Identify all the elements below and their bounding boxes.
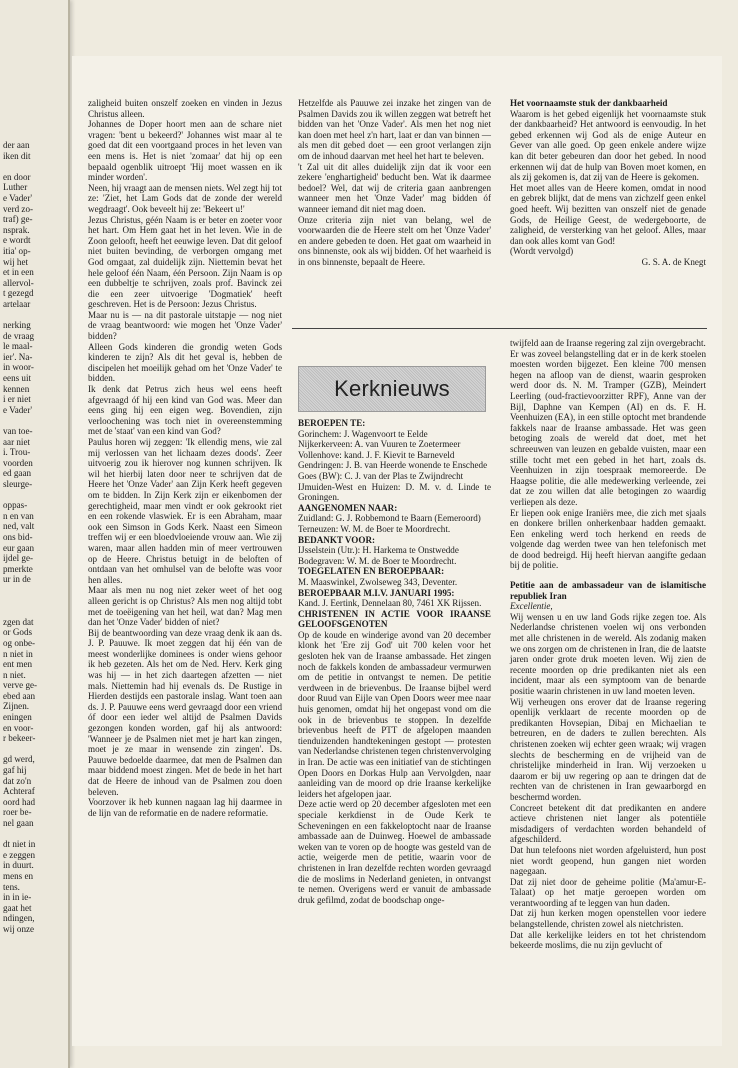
paragraph: Onze criteria zijn niet van belang, wel de voorwaarden die de Heere stelt om het 'Onze Vader' en andere gebeden te doen. Het gaat om waarheid in ons binnenste, ook als wij bidden. Of het waarheid is in ons binnenste, bepaalt de Heere. (298, 214, 491, 267)
fragment-line: sleurge- (3, 479, 33, 489)
fragment-line (3, 310, 37, 321)
fragment-line: oppas- (3, 500, 28, 511)
paragraph: Johannes de Doper hoort men aan de schare niet vragen: 'bent u bekeerd?' Johannes wist maar al te goed dat dit een voortgaand proces in het leven van een mens is. Het is niet 'zomaar' dat hij op een bepaald ogenblik uitroept 'Hij moet wassen en ik minder worden'. (88, 119, 282, 183)
paragraph: Wij verheugen ons erover dat de Iraanse regering openlijk verklaart de recente moorden op de predikanten Hovsepian, Dibaj en Michaelian te betreuren, en de daders te zullen berechten. Als christenen zoeken wij echter geen wraak; wij vragen slechts de bescherming en de vrijheid van de christelijke minderheid in Iran. Wij verzoeken u daarom er bij uw regering op aan te dringen dat de rechten van de christenen in Iran gewaarborgd en beschermd worden. (510, 696, 706, 802)
kerknieuws-heading: TOEGELATEN EN BEROEPBAAR: (298, 566, 445, 577)
fragment-line: Zijnen. (3, 701, 30, 712)
fragment-line (3, 161, 37, 172)
paragraph: Er was zoveel belangstelling dat er in de kerk stoelen moesten worden bijgezet. Een kleine 700 mensen hegen na afloop van de dienst, waarin gesproken werd door ds. N. M. Tramper (GZB), Meindert Leerling (oud-fractievoorzitter RPF), Anne van der Bijl, Daphne van Kempen (AI) en ds. F. H. Veenhuizen (EA), in een stille optocht met brandende fakkels naar de Iraanse ambassade. Het was geen betoging zoals de wereld dat doet, met het schreeuwen van leuzen en gebalde vuisten, maar een stille tocht met een gebed in het hart, zoals ds. Veenhuizen in zijn toespraak memoreerde. De Haagse politie, die alle medewerking verleende, zei dat ze zou willen dat alle betogingen zo waardig verliepen als deze. (510, 348, 706, 507)
fragment-line: zgen dat (3, 616, 34, 627)
paragraph: Het moet alles van de Heere komen, omdat in nood en gebrek blijkt, dat de mens van zichzelf geen enkel goed heeft. Wij bezitten van onszelf niet de genade Gods, de Heilige Geest, de wedergeboorte, de zaligheid, de versterking van het geloof. Alles, maar dan ook alles komt van God! (510, 182, 706, 246)
paragraph: Dat hun telefoons niet worden afgeluisterd, hun post niet wordt geopend, hun gangen niet worden nagegaan. (510, 844, 706, 877)
fragment-line (3, 585, 37, 596)
paragraph: zaligheid buiten onszelf zoeken en vinden in Jezus Christus alleen. (88, 98, 282, 119)
fragment-line: en door (3, 171, 31, 182)
article-column-4 (510, 338, 706, 951)
article-column-3 (510, 98, 706, 268)
paragraph: Concreet betekent dit dat predikanten en andere actieve christenen niet langer als potentiële misdadigers of verdachten worden behandeld of afgeschilderd. (510, 802, 706, 845)
article-column-2 (298, 98, 491, 268)
fragment-line: e wordt (3, 235, 31, 246)
fragment-line: ned, valt (3, 521, 35, 532)
fragment-line: itia' op- (3, 245, 31, 256)
paragraph: Waarom is het gebed eigenlijk het voornaamste stuk der dankbaarheid? Het antwoord is eenvoudig. In het gebed erkennen wij God als de enige Auteur en Gever van alle goed. Op geen enkele andere wijze kan dit beter gebeuren dan door het gebed. In nood erkennen wij dat de hulp van Boven moet komen, en als zij gekomen is, dat zij van de Heere is gekomen. (510, 108, 706, 183)
paragraph: Dat alle kerkelijke leiders en tot het christendom bekeerde moslims, die nu zijn gevlucht of (510, 929, 706, 951)
fragment-line: or Gods (3, 627, 33, 638)
kerknieuws-line: Bodegraven: W. M. de Boer te Moordrecht. (298, 555, 457, 566)
kerknieuws-heading: BEROEPBAAR M.I.V. JANUARI 1995: (298, 587, 455, 598)
fragment-line: e zeggen (3, 849, 36, 860)
fragment-line: gd werd, (3, 754, 35, 765)
paragraph: Dat zij hun kerken mogen openstellen voor iedere belangstellende, christen zowel als nietchristen. (510, 908, 706, 930)
fragment-line: i er niet (3, 394, 31, 405)
paragraph: Ik denk dat Petrus zich heus wel eens heeft afgevraagd óf hij een kind van God was. Meer dan eens ging hij een eigen weg. Bovendien, zijn verloochening was toch niet in overeenstemming met de 'staat' van een kind van God? (88, 384, 282, 437)
fragment-line: nel gaan (3, 818, 34, 828)
paragraph: Wij wensen u en uw land Gods rijke zegen toe. Als Nederlandse christenen voelen wij ons verbonden met alle christenen in de wereld. Als zodanig maken we ons zorgen om de christenen in Iran, die de laatste jaren onder grote druk moeten leven. Wij zien de recente moorden op drie predikanten niet als een incident, maar als een symptoom van de benarde positie waarin christenen in uw land moeten leven. (510, 611, 706, 696)
kerknieuws-line: M. Maaswinkel, Zwolseweg 343, Deventer. (298, 576, 458, 587)
section-divider (292, 328, 707, 329)
fragment-line: ijdel ge- (3, 553, 34, 564)
author-signature: G. S. A. de Knegt (641, 256, 706, 267)
fragment-line: et in een (3, 267, 34, 278)
fragment-line: ier'. Na- (3, 351, 33, 362)
paragraph: Dat zij niet door de geheime politie (Ma'amur-E-Talaat) op het matje geroepen worden om verantwoording af te leggen van hun daden. (510, 876, 706, 908)
paragraph: Bij de beantwoording van deze vraag denk ik aan ds. J. P. Pauuwe. Ik moet zeggen dat hij één van de meest wonderlijke dominees is onder wiens gehoor ik heb gezeten. Als het om de Ned. Herv. Kerk ging was hij — in het zich daartegen afzetten — niet mals. Niettemin had hij evenals ds. De Rustige in Hierden destijds een pastorale inslag. Want toen aan ds. J. P. Pauuwe eens werd gevraagd door een vriend óf door een ieder wel altijd de Psalmen Davids gezongen konden worden, gaf hij als antwoord: 'Wanneer je de Psalmen niet met je hart kan zingen, moet je ze maar in wensende zin zingen'. Ds. Pauuwe bedoelde daarmee, dat men de Psalmen dan maar biddend moest zingen. Met de bede in het hart dat de Heere de inhoud van de Psalmen zou doen beleven. (88, 627, 282, 797)
fragment-line: de vraag (3, 330, 35, 341)
paragraph: Paulus horen wij zeggen: 'Ik ellendig mens, wie zal mij verlossen van het lichaam dezes doods'. Zeer uitvoerig zou ik hierover nog kunnen schrijven. Ik wil het hierbij laten door neer te schrijven dat de Heere het 'Onze Vader' aan Zijn Kerk heeft gegeven om te bidden. In Zijn Kerk zijn er eikenbomen der gerechtigheid, maar men vindt er ook gekrookt riet en een rokende vlaswiek. Er is een Abraham, maar ook een Simson in Gods Kerk. Naast een Simeon treffen wij er een bloedvloeiende vrouw aan. Wie zij waren, maar allen hadden min of meer vertrouwen op de Heere. Christus betuigt in de beloften of ontdaan van het omhulsel van de belofte was voor hen alles. (88, 437, 282, 585)
kerknieuws-banner (298, 366, 486, 412)
fragment-line: eur gaan (3, 542, 35, 553)
fragment-line: ent men (3, 659, 33, 670)
fragment-line: dat zo'n (3, 775, 32, 786)
fragment-line: t gezegd (3, 288, 34, 299)
fragment-line: i. Trou- (3, 447, 31, 458)
fragment-line: roer be- (3, 807, 32, 818)
kerknieuws-line: Vollenhove: kand. J. F. Kievit te Barneveld (298, 449, 455, 460)
fragment-line: Luther (3, 182, 28, 193)
kerknieuws-line: Terneuzen: W. M. de Boer te Moordrecht. (298, 523, 451, 534)
petition-salutation: Excellentie, (510, 601, 553, 612)
kerknieuws-heading: AANGENOMEN NAAR: (298, 502, 398, 513)
paragraph: Maar als men nu nog niet zeker weet of het oog alleen gericht is op Christus? Als men nog altijd tobt met de toeëigening van het heil, wat dan? Mag men dan het 'Onze Vader' bidden of niet? (88, 585, 282, 628)
fragment-line: nerking (3, 320, 31, 331)
fragment-line: e Vader' (3, 404, 32, 415)
previous-page-edge (0, 0, 70, 1068)
fragment-line: ndingen, (3, 913, 35, 924)
fragment-line: nsprak. (3, 224, 30, 235)
kerknieuws-line: Gendringen: J. B. van Heerde wonende te Enschede (298, 460, 488, 471)
fragment-line (3, 490, 37, 501)
fragment-line: r bekeer- (3, 733, 36, 744)
fragment-line (3, 744, 37, 755)
fragment-line: gaat het (3, 902, 32, 913)
paragraph: Neen, hij vraagt aan de mensen niets. Wel zegt hij tot ze: 'Ziet, het Lam Gods dat de zonde der wereld wegdraagt'. Ook beveelt hij ze: 'Bekeert u!' (88, 182, 282, 214)
fragment-line: n en van (3, 510, 34, 521)
fragment-line: Achteraf (3, 786, 35, 797)
fragment-line: ur in de (3, 574, 31, 585)
banner-title: Kerknieuws (334, 376, 450, 401)
fragment-line: tens. (3, 881, 20, 892)
fragment-line: van toe- (3, 426, 33, 437)
previous-page-fragments (0, 140, 37, 935)
paragraph: Hetzelfde als Pauuwe zei inzake het zingen van de Psalmen Davids zou ik willen zeggen wat betreft het bidden van het 'Onze Vader'. Als men het nog niet kan doen met heel z'n hart, laat er dan van binnen — als men dit gebed doet — een groot verlangen zijn om de inhoud daarvan met heel het hart te beleven. (298, 98, 491, 161)
paragraph: Maar nu is — na dit pastorale uitstapje — nog niet de vraag beantwoord: wie mogen het 'Onze Vader' bidden? (88, 309, 282, 342)
article-column-1 (88, 98, 282, 818)
fragment-line: voorden (3, 457, 33, 468)
fragment-line: oord had (3, 796, 36, 807)
fragment-line: ed gaan (3, 468, 32, 479)
kerknieuws-line: IJmuiden-West en Huizen: D. M. v. d. Linde te Groningen. (298, 481, 491, 503)
fragment-line: mens en (3, 870, 34, 881)
kerknieuws-line: Goes (BW): C. J. van der Plas te Zwijndrecht (298, 470, 464, 481)
kerknieuws-heading: BEROEPEN TE: (298, 418, 366, 428)
paragraph: 't Zal uit dit alles duidelijk zijn dat ik voor een zekere 'enghartigheid' beducht ben. Wat ik daarmee bedoel? Wel, dat wij de criteria gaan aanbrengen wanneer men het 'Onze Vader' mag bidden óf wanneer iemand dit niet mag doen. (298, 161, 491, 214)
fragment-line: der aan (3, 140, 30, 150)
paragraph: Alleen Gods kinderen die grondig weten Gods kinderen te zijn? Als dit het geval is, hebben de discipelen het moeilijk gehad om het 'Onze Vader' te bidden. (88, 341, 282, 384)
kerknieuws-line: IJsselstein (Utr.): H. Harkema te Onstwedde (298, 545, 459, 556)
fragment-line: eens uit (3, 373, 32, 384)
fragment-line: kennen (3, 383, 30, 394)
fragment-line: n niet. (3, 669, 26, 680)
fragment-line: artelaar (3, 298, 31, 309)
petition-heading: Petitie aan de ambassadeur van de islamitische republiek Iran (510, 580, 706, 601)
kerknieuws-column (298, 418, 491, 905)
fragment-line: og onbe- (3, 637, 36, 648)
fragment-line: eningen (3, 712, 32, 723)
fragment-line: gaf hij (3, 765, 27, 776)
fragment-line: n niet in (3, 648, 33, 659)
paragraph: Er liepen ook enige Iraniërs mee, die zich met sjaals en donkere brillen onherkenbaar hadden gemaakt. Een enkeling werd toch herkend en reeds de volgende dag werden twee van hen telefonisch met de dood bedreigd. Hij heeft hiervan aangifte gedaan bij de politie. (510, 507, 706, 571)
fragment-line (3, 415, 37, 426)
fragment-line: in duurt. (3, 860, 34, 871)
fragment-line (3, 829, 37, 840)
section-heading: Het voornaamste stuk der dankbaarheid (510, 98, 668, 108)
kerknieuws-line: Kand. J. Eertink, Dennelaan 80, 7461 XK Rijssen. (298, 598, 482, 609)
fragment-line: pmerkte (3, 563, 33, 574)
paragraph: Jezus Christus, géén Naam is er beter en zoeter voor het hart. Om Hem gaat het in het leven. Wie in de Zoon gelooft, heeft het eeuwige leven. Dat dit geloof niet buiten bevinding, de verborgen omgang met God omgaat, zal duidelijk zijn. Niettemin bevat het hele geloof één Naam, één Persoon. Zijn Naam is op een dubbeltje te schrijven, zoals prof. Bavinck zei die een zeer uitvoerige 'Dogmatiek' heeft geschreven. Het is de Persoon: Jezus Christus. (88, 214, 282, 310)
fragment-line: dt niet in (3, 839, 36, 850)
fragment-line: wij het (3, 256, 29, 267)
paragraph: twijfeld aan de Iraanse regering zal zijn overgebracht. (510, 338, 706, 348)
paragraph: Voorzover ik heb kunnen nagaan lag hij daarmee in de lijn van de reformatie en de nadere reformatie. (88, 797, 282, 818)
fragment-line: e Vader' (3, 192, 32, 203)
fragment-line: aar niet (3, 436, 31, 447)
paragraph: (Wordt vervolgd) (510, 246, 574, 257)
fragment-line: verd zo- (3, 203, 34, 214)
fragment-line: wij onze (3, 923, 35, 934)
fragment-line: iken dit (3, 150, 31, 161)
fragment-line (3, 606, 37, 617)
kerknieuws-line: Op de koude en winderige avond van 20 december klonk het 'Ere zij God' uit 700 kelen voor het gesloten hek van de Iraanse ambassade. Het zingen noch de fakkels konden de ambassadeur vermurwen om de petitie in ontvangst te nemen. De petitie verdween in de brievenbus. De Iraanse bijbel werd door Ruud van Eijle van Open Doors weer mee naar huis genomen, omdat hij het ongepast vond om die ook in de brievenbus te stoppen. In dezelfde brievenbus heeft de PTT de afgelopen maanden tienduizenden handtekeningen gestopt — protesten van Nederlandse christenen tegen christenvervolging in Iran. De actie was een initiatief van de stichtingen Open Doors en Dorkas Hulp aan Vervolgden, naar aanleiding van de moord op drie Iraanse kerkelijke leiders het afgelopen jaar. (298, 629, 491, 799)
kerknieuws-heading: BEDANKT VOOR: (298, 534, 376, 545)
fragment-line: traf) ge- (3, 214, 33, 225)
fragment-line: ons bid- (3, 531, 33, 542)
kerknieuws-line: Deze actie werd op 20 december afgesloten met een speciale kerkdienst in de Oude Kerk te Scheveningen en een fakkeloptocht naar de Iraanse ambassade aan de Duinweg. Hoewel de ambassade weken van te voren op de hoogte was gesteld van de actie, weigerde men de petitie, waarin voor de christenen in Iran dezelfde rechten worden gevraagd die de moslims in Nederland genieten, in ontvangst te nemen. Overigens werd er vanuit de ambassade druk gefilmd, zodat de boodschap onge- (298, 799, 491, 905)
fragment-line: in in ie- (3, 892, 32, 903)
kerknieuws-heading: CHRISTENEN IN ACTIE VOOR IRAANSE GELOOFSGENOTEN (298, 608, 491, 630)
fragment-line: verve ge- (3, 680, 38, 691)
fragment-line: le maal- (3, 341, 33, 352)
fragment-line: en voor- (3, 722, 34, 733)
fragment-line: ebed aan (3, 690, 36, 701)
kerknieuws-line: Nijkerkerveen: A. van Vuuren te Zoetermeer (298, 439, 461, 450)
fragment-line: allervol- (3, 277, 34, 288)
kerknieuws-line: Zuidland: G. J. Robbemond te Baarn (Eemeroord) (298, 513, 481, 524)
fragment-line (3, 596, 37, 607)
fragment-line: in woor- (3, 362, 34, 373)
kerknieuws-line: Gorinchem: J. Wagenvoort te Eelde (298, 428, 428, 439)
